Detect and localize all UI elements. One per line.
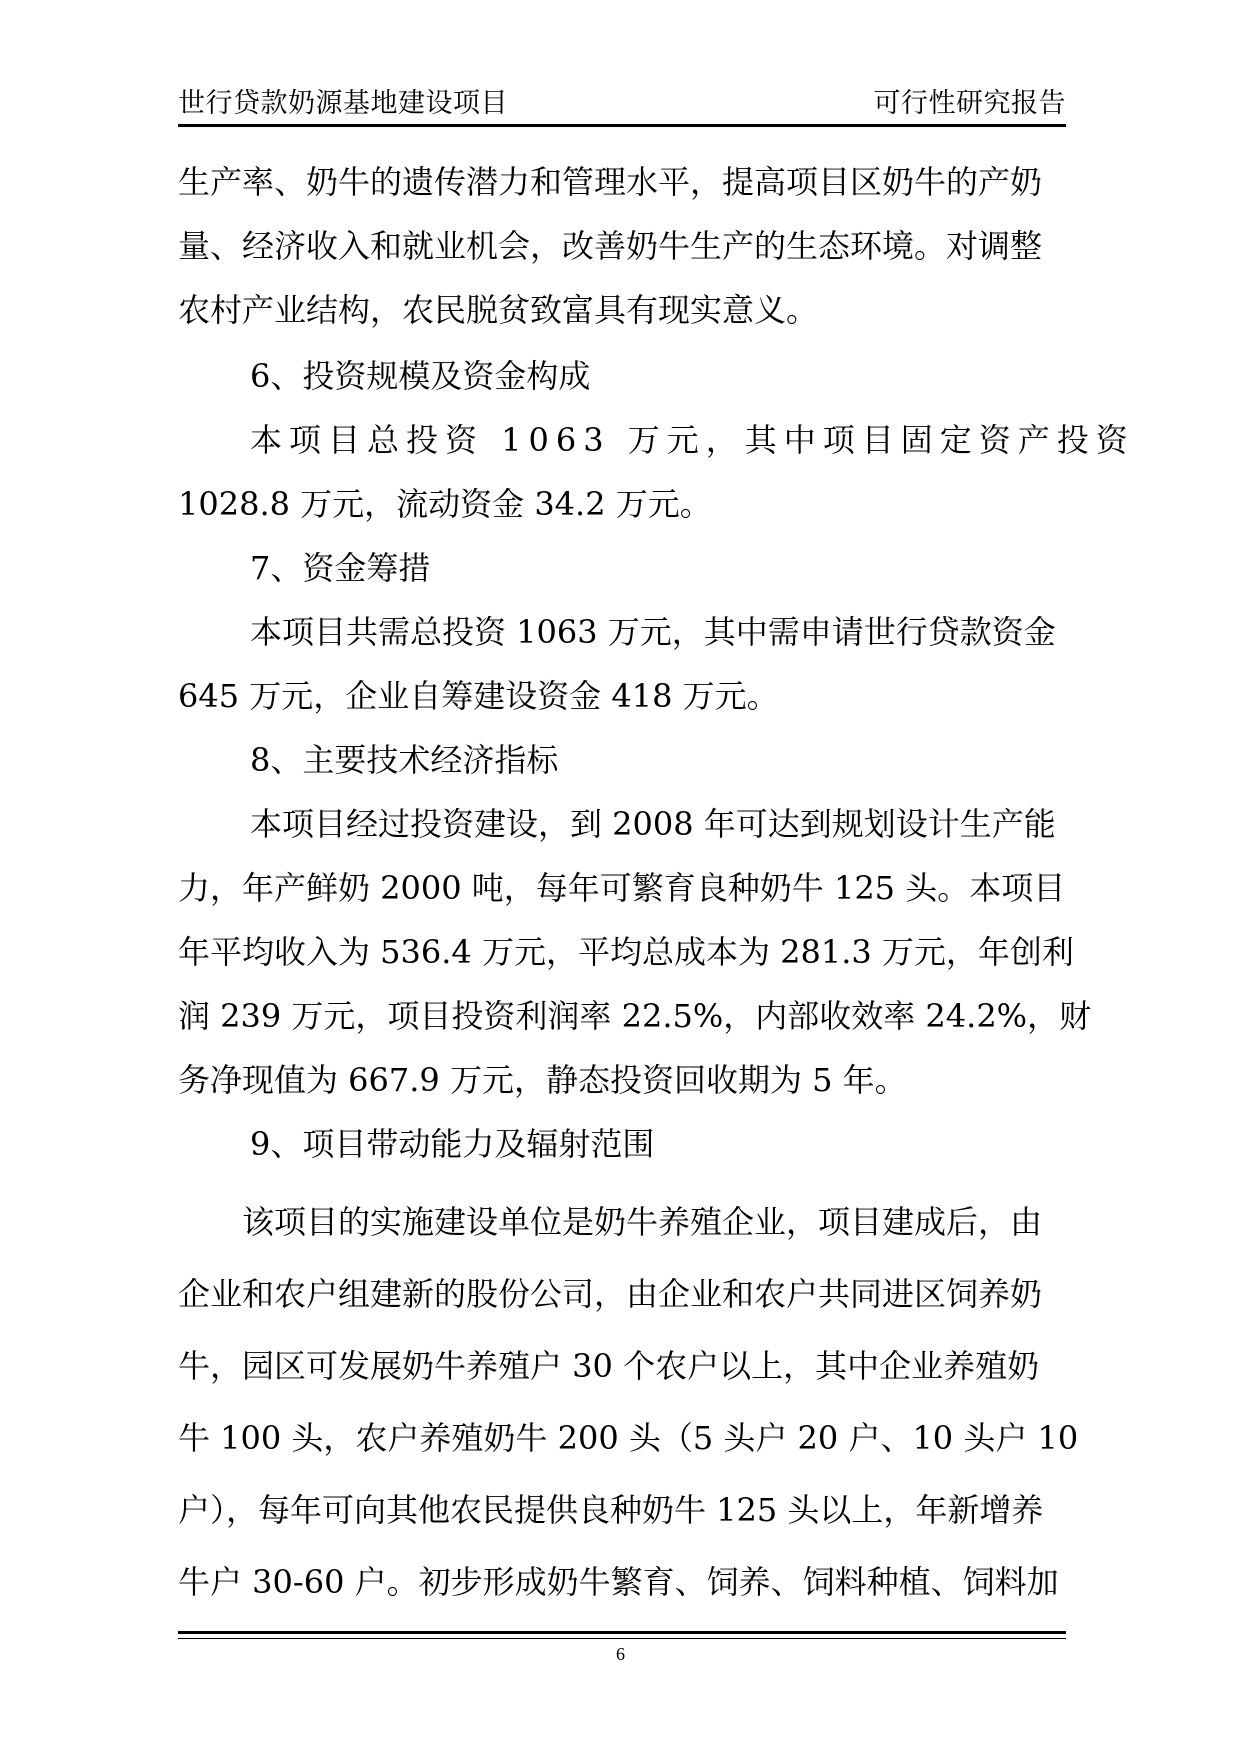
page-number: 6 xyxy=(616,1644,625,1664)
header-report-title: 可行性研究报告 xyxy=(873,88,1066,119)
page-header xyxy=(178,86,1066,122)
body-line: 务净现值为 667.9 万元，静态投资回收期为 5 年。 xyxy=(178,1061,907,1099)
footer-divider-thin xyxy=(178,1638,1066,1639)
section-heading-8: 8、主要技术经济指标 xyxy=(250,741,559,779)
body-line: 力，年产鲜奶 2000 吨，每年可繁育良种奶牛 125 头。本项目 xyxy=(178,869,1066,907)
body-line: 牛户 30-60 户。初步形成奶牛繁育、饲养、饲料种植、饲料加 xyxy=(178,1563,1059,1601)
section-heading-7: 7、资金筹措 xyxy=(250,549,431,587)
body-line: 生产率、奶牛的遗传潜力和管理水平，提高项目区奶牛的产奶 xyxy=(178,163,1043,201)
footer-divider-thick xyxy=(178,1631,1066,1634)
body-line: 润 239 万元，项目投资利润率 22.5%，内部收效率 24.2%，财 xyxy=(178,997,1092,1035)
body-line: 645 万元，企业自筹建设资金 418 万元。 xyxy=(178,677,779,715)
body-line: 农村产业结构，农民脱贫致富具有现实意义。 xyxy=(178,291,819,329)
body-line: 企业和农户组建新的股份公司，由企业和农户共同进区饲养奶 xyxy=(178,1275,1043,1313)
section-heading-6: 6、投资规模及资金构成 xyxy=(250,357,591,395)
body-line: 牛，园区可发展奶牛养殖户 30 个农户以上，其中企业养殖奶 xyxy=(178,1347,1040,1385)
body-line: 本项目总投资 1063 万元，其中项目固定资产投资 xyxy=(250,421,1135,459)
body-line: 本项目经过投资建设，到 2008 年可达到规划设计生产能 xyxy=(250,805,1056,843)
body-line: 1028.8 万元，流动资金 34.2 万元。 xyxy=(178,485,712,523)
header-divider xyxy=(178,124,1066,127)
body-line: 年平均收入为 536.4 万元，平均总成本为 281.3 万元，年创利 xyxy=(178,933,1074,971)
body-line: 户），每年可向其他农民提供良种奶牛 125 头以上，年新增养 xyxy=(178,1491,1044,1529)
body-line: 该项目的实施建设单位是奶牛养殖企业，项目建成后，由 xyxy=(242,1203,1043,1241)
section-heading-9: 9、项目带动能力及辐射范围 xyxy=(250,1125,655,1163)
body-line: 量、经济收入和就业机会，改善奶牛生产的生态环境。对调整 xyxy=(178,227,1043,265)
header-project-title: 世行贷款奶源基地建设项目 xyxy=(178,88,508,119)
body-line: 牛 100 头，农户养殖奶牛 200 头（5 头户 20 户、10 头户 10 xyxy=(178,1419,1079,1457)
body-line: 本项目共需总投资 1063 万元，其中需申请世行贷款资金 xyxy=(250,613,1056,651)
